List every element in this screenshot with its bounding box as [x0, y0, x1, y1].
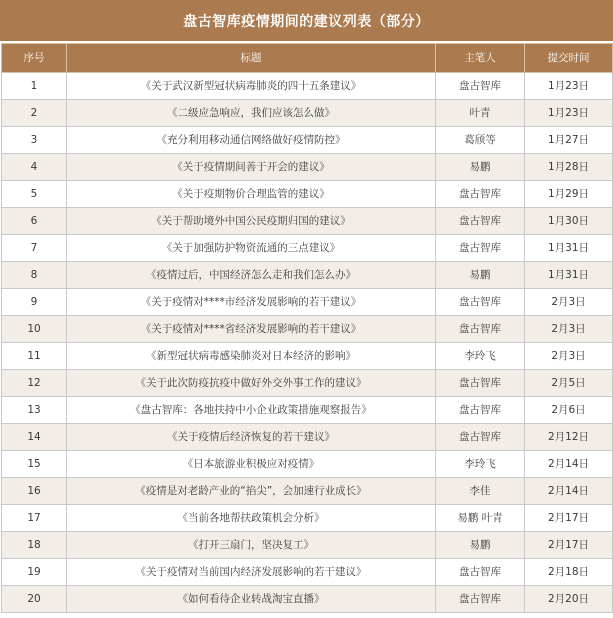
- cell-date: 2月17日: [525, 505, 613, 532]
- cell-date: 2月5日: [525, 370, 613, 397]
- cell-author: 易鹏: [436, 532, 525, 559]
- cell-author: 李玲飞: [436, 451, 525, 478]
- table-row: [2, 208, 613, 235]
- cell-date: 2月3日: [525, 343, 613, 370]
- cell-number: 9: [2, 289, 67, 316]
- cell-date: 1月23日: [525, 73, 613, 100]
- cell-date: 2月6日: [525, 397, 613, 424]
- cell-title: 《盘古智库：各地扶持中小企业政策措施观察报告》: [67, 397, 436, 424]
- cell-date: 2月3日: [525, 289, 613, 316]
- cell-date: 2月14日: [525, 478, 613, 505]
- cell-title: 《关于疫情后经济恢复的若干建议》: [67, 424, 436, 451]
- table-row: [2, 262, 613, 289]
- table-row: [2, 451, 613, 478]
- cell-number: 5: [2, 181, 67, 208]
- cell-author: 易鹏: [436, 154, 525, 181]
- cell-number: 10: [2, 316, 67, 343]
- table-title: 盘古智库疫情期间的建议列表（部分）: [0, 0, 613, 41]
- cell-date: 1月31日: [525, 235, 613, 262]
- table-row: [2, 73, 613, 100]
- table-row: [2, 343, 613, 370]
- cell-title: 《打开三扇门，坚决复工》: [67, 532, 436, 559]
- column-header-date: 提交时间: [525, 44, 613, 73]
- cell-number: 4: [2, 154, 67, 181]
- cell-number: 8: [2, 262, 67, 289]
- suggestion-table: [1, 43, 613, 613]
- cell-date: 2月18日: [525, 559, 613, 586]
- cell-date: 1月31日: [525, 262, 613, 289]
- cell-author: 盘古智库: [436, 370, 525, 397]
- cell-author: 盘古智库: [436, 559, 525, 586]
- cell-author: 盘古智库: [436, 181, 525, 208]
- cell-number: 16: [2, 478, 67, 505]
- cell-author: 易鹏 叶青: [436, 505, 525, 532]
- cell-date: 2月17日: [525, 532, 613, 559]
- cell-date: 2月20日: [525, 586, 613, 613]
- cell-author: 易鹏: [436, 262, 525, 289]
- cell-number: 14: [2, 424, 67, 451]
- header-row: [2, 44, 613, 73]
- cell-date: 1月27日: [525, 127, 613, 154]
- cell-title: 《关于此次防疫抗疫中做好外交外事工作的建议》: [67, 370, 436, 397]
- cell-date: 1月29日: [525, 181, 613, 208]
- table-row: [2, 478, 613, 505]
- cell-title: 《关于帮助境外中国公民疫期归国的建议》: [67, 208, 436, 235]
- cell-author: 盘古智库: [436, 289, 525, 316]
- table-row: [2, 559, 613, 586]
- cell-title: 《疫情过后，中国经济怎么走和我们怎么办》: [67, 262, 436, 289]
- cell-number: 17: [2, 505, 67, 532]
- cell-number: 1: [2, 73, 67, 100]
- cell-date: 2月3日: [525, 316, 613, 343]
- table-row: [2, 289, 613, 316]
- cell-author: 盘古智库: [436, 586, 525, 613]
- cell-author: 李佳: [436, 478, 525, 505]
- cell-number: 20: [2, 586, 67, 613]
- cell-title: 《二级应急响应，我们应该怎么做》: [67, 100, 436, 127]
- cell-title: 《如何看待企业转战淘宝直播》: [67, 586, 436, 613]
- cell-title: 《日本旅游业积极应对疫情》: [67, 451, 436, 478]
- column-header-title: 标题: [67, 44, 436, 73]
- cell-number: 12: [2, 370, 67, 397]
- cell-number: 6: [2, 208, 67, 235]
- cell-author: 叶青: [436, 100, 525, 127]
- cell-date: 2月12日: [525, 424, 613, 451]
- cell-author: 盘古智库: [436, 208, 525, 235]
- cell-number: 18: [2, 532, 67, 559]
- table-row: [2, 586, 613, 613]
- cell-author: 盘古智库: [436, 316, 525, 343]
- cell-date: 1月23日: [525, 100, 613, 127]
- cell-number: 13: [2, 397, 67, 424]
- table-row: [2, 316, 613, 343]
- cell-date: 2月14日: [525, 451, 613, 478]
- cell-number: 11: [2, 343, 67, 370]
- cell-number: 7: [2, 235, 67, 262]
- cell-title: 《关于疫情对****省经济发展影响的若干建议》: [67, 316, 436, 343]
- cell-title: 《充分利用移动通信网络做好疫情防控》: [67, 127, 436, 154]
- table-row: [2, 505, 613, 532]
- cell-author: 李玲飞: [436, 343, 525, 370]
- cell-title: 《新型冠状病毒感染肺炎对日本经济的影响》: [67, 343, 436, 370]
- column-header-author: 主笔人: [436, 44, 525, 73]
- table-row: [2, 370, 613, 397]
- cell-author: 盘古智库: [436, 235, 525, 262]
- cell-date: 1月28日: [525, 154, 613, 181]
- table-row: [2, 235, 613, 262]
- table-row: [2, 397, 613, 424]
- table-row: [2, 154, 613, 181]
- cell-title: 《疫情是对老龄产业的“掐尖”，会加速行业成长》: [67, 478, 436, 505]
- cell-title: 《关于加强防护物资流通的三点建议》: [67, 235, 436, 262]
- cell-title: 《关于疫情对当前国内经济发展影响的若干建议》: [67, 559, 436, 586]
- cell-title: 《当前各地帮扶政策机会分析》: [67, 505, 436, 532]
- cell-title: 《关于疫期物价合理监管的建议》: [67, 181, 436, 208]
- cell-title: 《关于疫情对****市经济发展影响的若干建议》: [67, 289, 436, 316]
- cell-author: 盘古智库: [436, 424, 525, 451]
- table-row: [2, 532, 613, 559]
- cell-date: 1月30日: [525, 208, 613, 235]
- table-row: [2, 181, 613, 208]
- table-row: [2, 127, 613, 154]
- cell-number: 2: [2, 100, 67, 127]
- cell-title: 《关于疫情期间善于开会的建议》: [67, 154, 436, 181]
- cell-author: 盘古智库: [436, 397, 525, 424]
- cell-number: 15: [2, 451, 67, 478]
- cell-number: 3: [2, 127, 67, 154]
- cell-author: 葛颀等: [436, 127, 525, 154]
- table-row: [2, 424, 613, 451]
- cell-number: 19: [2, 559, 67, 586]
- table-row: [2, 100, 613, 127]
- cell-author: 盘古智库: [436, 73, 525, 100]
- cell-title: 《关于武汉新型冠状病毒肺炎的四十五条建议》: [67, 73, 436, 100]
- column-header-number: 序号: [2, 44, 67, 73]
